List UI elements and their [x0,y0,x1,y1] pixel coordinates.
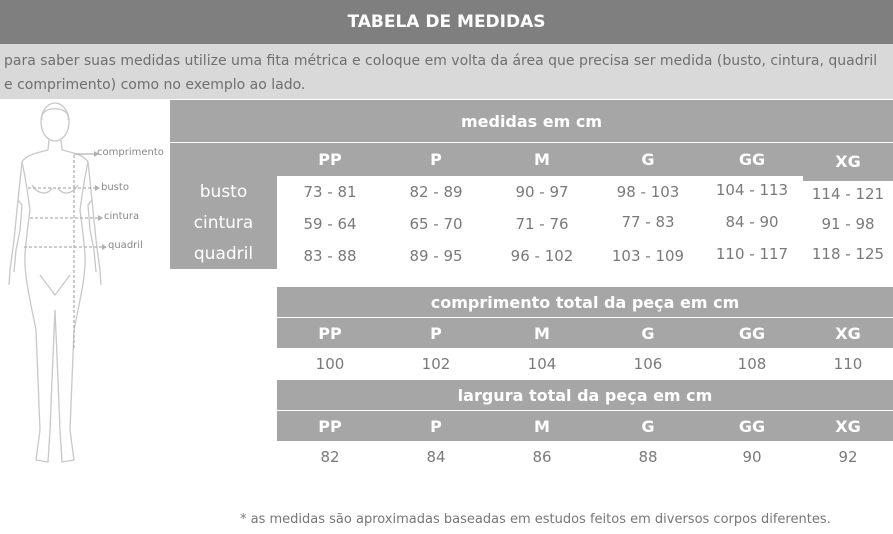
body-figure [0,100,170,470]
width-size-pp: PP [318,416,342,436]
busto-g: 98 - 103 [616,182,680,201]
busto-pp: 73 - 81 [303,182,357,201]
label-busto: busto [101,182,129,193]
cintura-g: 77 - 83 [621,212,675,231]
quadril-p: 89 - 95 [409,246,463,265]
quadril-m: 96 - 102 [510,246,574,265]
width-size-g: G [641,416,655,436]
label-quadril: quadril [108,240,143,251]
width-size-gg: GG [738,416,766,436]
cintura-p: 65 - 70 [409,214,463,233]
measures-heading: medidas em cm [170,100,893,142]
length-heading: comprimento total da peça em cm [277,287,893,317]
page-title: TABELA DE MEDIDAS [0,0,893,44]
measures-size-m: M [534,149,550,169]
length-size-pp: PP [318,323,342,343]
row-label-cintura: cintura [193,212,254,233]
measures-size-xg: XG [835,152,861,171]
width-size-xg: XG [835,416,861,436]
quadril-pp: 83 - 88 [303,246,357,265]
length-m: 104 [527,355,557,373]
label-comprimento: comprimento [97,147,164,158]
cintura-xg: 91 - 98 [821,214,875,233]
width-p: 84 [426,448,446,466]
quadril-gg: 110 - 117 [715,244,789,263]
busto-xg: 114 - 121 [811,184,885,203]
width-gg: 90 [742,448,762,466]
footnote: * as medidas são aproximadas baseadas em estudos feitos em diversos corpos diferentes. [240,512,831,527]
busto-p: 82 - 89 [409,182,463,201]
label-cintura: cintura [104,211,140,222]
quadril-g: 103 - 109 [611,246,685,265]
row-label-quadril: quadril [193,243,254,264]
length-size-p: P [430,323,442,343]
length-size-gg: GG [738,323,766,343]
measures-size-gg: GG [738,149,766,169]
length-size-xg: XG [835,323,861,343]
length-p: 102 [421,355,451,373]
cintura-m: 71 - 76 [515,214,569,233]
length-gg: 108 [737,355,767,373]
width-m: 86 [532,448,552,466]
busto-gg: 104 - 113 [715,180,789,199]
row-label-busto: busto [199,181,248,202]
length-pp: 100 [315,355,345,373]
width-heading: largura total da peça em cm [277,380,893,410]
cintura-gg: 84 - 90 [725,212,779,231]
intro-text: para saber suas medidas utilize uma fita métrica e coloque em volta da área que precisa ser medida (busto, cintura, quadril e comprimento) como no exemplo ao lado. [0,44,893,99]
length-g: 106 [633,355,663,373]
width-xg: 92 [838,448,858,466]
length-xg: 110 [833,355,863,373]
width-g: 88 [638,448,658,466]
measures-size-pp: PP [318,149,342,169]
quadril-xg: 118 - 125 [811,244,885,263]
width-size-p: P [430,416,442,436]
busto-m: 90 - 97 [515,182,569,201]
width-pp: 82 [320,448,340,466]
cintura-pp: 59 - 64 [303,214,357,233]
length-size-g: G [641,323,655,343]
length-size-m: M [534,323,550,343]
measures-size-g: G [641,149,655,169]
measures-size-p: P [430,149,442,169]
width-size-m: M [534,416,550,436]
